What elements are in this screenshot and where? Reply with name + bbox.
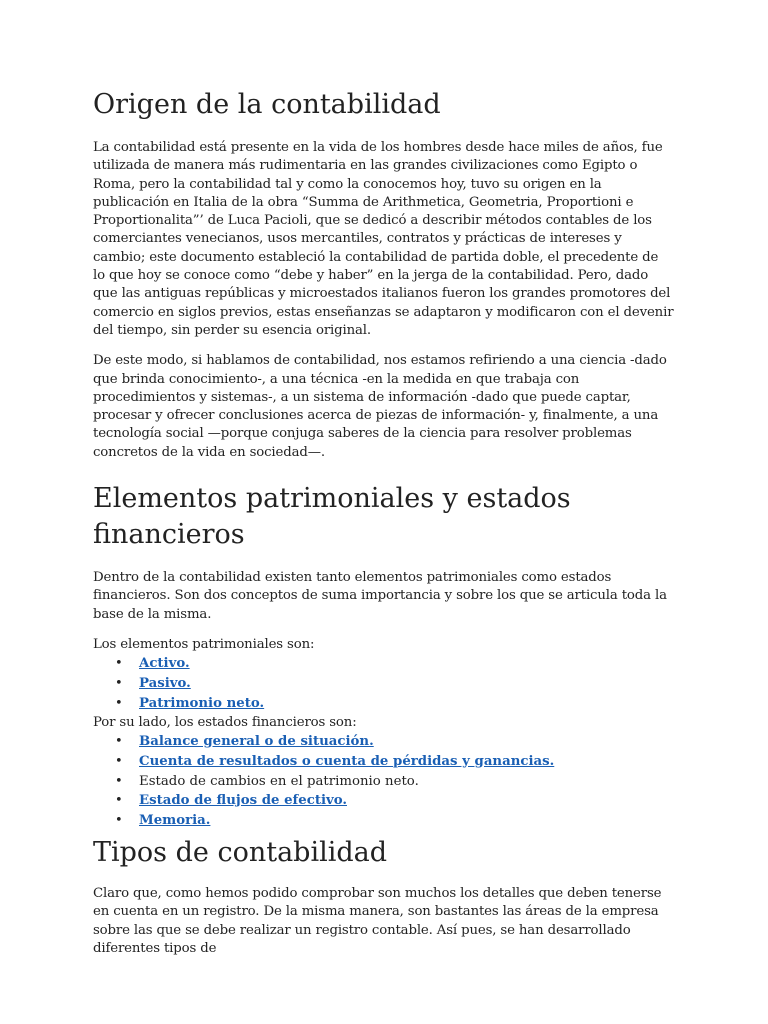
list-item	[93, 674, 674, 694]
heading-tipos: Tipos de contabilidad	[93, 836, 388, 868]
link-cuenta-resultados[interactable]: Cuenta de resultados o cuenta de pérdidas y ganancias.	[139, 753, 555, 769]
list-elementos-patrimoniales	[93, 654, 674, 713]
list-item	[93, 654, 674, 674]
paragraph-origen-2: De este modo, si hablamos de contabilidad, nos estamos refiriendo a una ciencia -dado que brinda conocimiento-, a una técnica -en la medida en que trabaja con procedimientos y sistemas-, a un sistema de información -dado que puede captar, procesar y ofrecer conclusiones acerca de piezas de información- y, finalmente, a una tecnología social —porque conjuga saberes de la ciencia para resolver problemas concretos de la vida en sociedad—.	[93, 353, 667, 460]
list-item	[93, 791, 674, 811]
heading-origen: Origen de la contabilidad	[93, 89, 441, 120]
link-flujos-efectivo[interactable]: Estado de flujos de efectivo.	[139, 793, 347, 809]
list-item	[93, 811, 674, 831]
link-activo[interactable]: Activo.	[139, 656, 190, 672]
link-memoria[interactable]: Memoria.	[139, 813, 211, 829]
list-item	[93, 732, 674, 752]
paragraph-elementos-intro: Dentro de la contabilidad existen tanto elementos patrimoniales como estados financieros. Son dos conceptos de suma importancia y sobre los que se articula toda la base de la misma.	[93, 570, 667, 622]
list-item	[93, 752, 674, 772]
paragraph-patrimoniales-lead: Los elementos patrimoniales son:	[93, 636, 315, 652]
list-estados-financieros	[93, 732, 674, 831]
text-estado-cambios: Estado de cambios en el patrimonio neto.	[139, 773, 419, 789]
paragraph-estados-lead: Por su lado, los estados financieros son:	[93, 714, 357, 730]
link-balance-general[interactable]: Balance general o de situación.	[139, 733, 374, 749]
paragraph-tipos: Claro que, como hemos podido comprobar son muchos los detalles que deben tenerse en cuenta en un registro. De la misma manera, son bastantes las áreas de la empresa sobre las que se debe realizar un registro contable. Así pues, se han desarrollado diferentes tipos de	[93, 885, 662, 956]
list-item	[93, 694, 674, 714]
link-pasivo[interactable]: Pasivo.	[139, 676, 191, 692]
link-patrimonio-neto[interactable]: Patrimonio neto.	[139, 695, 265, 711]
paragraph-origen-1: La contabilidad está presente en la vida de los hombres desde hace miles de años, fue utilizada de manera más rudimentaria en las grandes civilizaciones como Egipto o Roma, pero la contabilidad tal y como la conocemos hoy, tuvo su origen en la publicación en Italia de la obra “Summa de Arithmetica, Geometria, Proportioni e Proportionalita”’ de Luca Pacioli, que se dedicó a describir métodos contables de los comerciantes venecianos, usos mercantiles, contratos y prácticas de intereses y cambio; este documento estableció la contabilidad de partida doble, el precedente de lo que hoy se conoce como “debe y haber” en la jerga de la contabilidad. Pero, dado que las antiguas repúblicas y microestados italianos fueron los grandes promotores del comercio en siglos previos, estas enseñanzas se adaptaron y modificaron con el devenir del tiempo, sin perder su esencia original.	[93, 140, 674, 338]
heading-elementos: Elementos patrimoniales y estados financieros	[93, 483, 571, 551]
list-item	[93, 772, 674, 792]
